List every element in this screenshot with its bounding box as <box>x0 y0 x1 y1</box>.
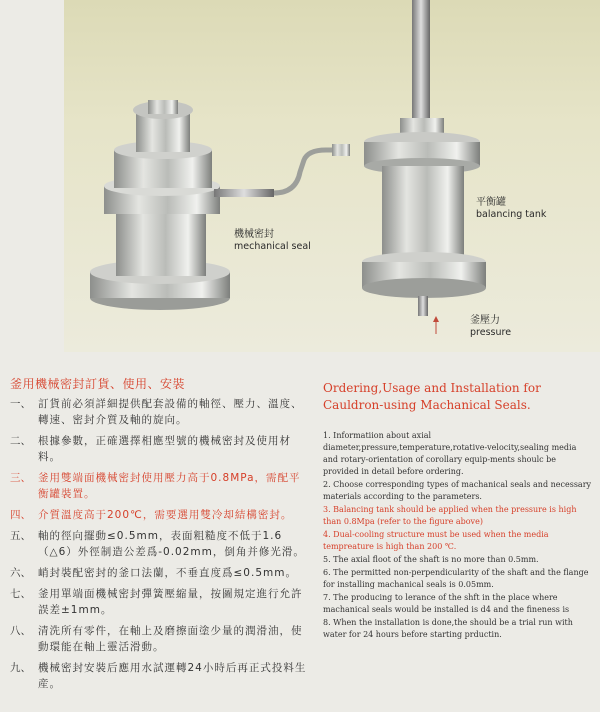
chinese-list-item <box>10 623 310 655</box>
chinese-list-item <box>10 660 310 692</box>
chinese-item-number: 九、 <box>10 662 31 674</box>
chinese-item-text: 清洗所有零件，在軸上及磨擦面塗少量的潤滑油，使動環能在軸上靈活滑動。 <box>38 625 303 653</box>
chinese-item-number: 七、 <box>10 588 31 600</box>
chinese-item-number: 四、 <box>10 509 31 521</box>
mechanical-seal-label-zh: 機械密封 <box>234 229 274 240</box>
chinese-item-text: 軸的徑向擺動≤0.5mm，表面粗糙度不低于1.6（△6）外徑制造公差爲-0.02mm，倒角并修光滑。 <box>38 530 305 558</box>
chinese-item-text: 訂貨前必須詳細提供配套設備的軸徑、壓力、溫度、轉速、密封介質及軸的旋向。 <box>38 398 303 426</box>
chinese-item-number: 二、 <box>10 435 31 447</box>
chinese-item-number: 一、 <box>10 398 31 410</box>
chinese-item-number: 六、 <box>10 567 31 579</box>
english-list <box>323 430 593 641</box>
chinese-list <box>10 396 310 692</box>
mechanical-seal-label <box>234 228 311 253</box>
english-list-item: 1. Informatiion about axial diameter,pressure,temperature,rotative-velocity,sealing media and rotary-orientation of corollary equip-ments shoulc be provided in detail before ordering. <box>323 431 577 476</box>
chinese-item-text: 機械密封安裝后應用水試運轉24小時后再正式投料生産。 <box>38 662 307 690</box>
chinese-item-text: 介質溫度高于200℃，需要選用雙冷却結構密封。 <box>38 509 293 521</box>
product-photo <box>64 0 600 352</box>
chinese-item-text: 釜用單端面機械密封彈簧壓縮量，按圖規定進行允許誤差±1mm。 <box>38 588 303 616</box>
chinese-item-text: 釜用雙端面機械密封使用壓力高于0.8MPa，需配平衡罐裝置。 <box>38 472 301 500</box>
chinese-list-item <box>10 433 310 465</box>
chinese-title: 釜用機械密封訂貨、使用、安裝 <box>10 377 186 391</box>
chinese-item-number: 五、 <box>10 530 31 542</box>
english-list-item: 2. Choose corresponding types of machanical seals and necessary materials according to the parameters. <box>323 480 592 501</box>
english-title: Ordering,Usage and Installation for Cauldron-using Machanical Seals. <box>323 381 541 412</box>
english-list-item: 4. Dual-cooling structure must be used when the media tempreature is high than 200 ℃. <box>323 530 549 551</box>
mechanical-seal-graphic <box>90 100 350 310</box>
chinese-list-item <box>10 470 310 502</box>
pressure-label-en: pressure <box>470 327 512 338</box>
pressure-label <box>470 314 511 339</box>
balancing-tank-label <box>476 196 546 221</box>
balancing-tank-label-zh: 平衡罐 <box>476 197 506 208</box>
english-instructions <box>323 380 593 642</box>
chinese-list-item <box>10 586 310 618</box>
chinese-list-item <box>10 565 310 581</box>
english-list-item: 8. When the installation is done,the should be a trial run with water for 24 hours before starting prductin. <box>323 618 573 639</box>
balancing-tank-label-en: balancing tank <box>476 209 547 220</box>
chinese-list-item <box>10 528 310 560</box>
seal-illustration <box>64 0 600 352</box>
english-list-item: 5. The axial floot of the shaft is no more than 0.5mm. <box>323 555 539 564</box>
english-list-item: 3. Balancing tank should be applied when the pressure is high than 0.8Mpa (refer to the figure above) <box>323 505 577 526</box>
english-list-item: 7. The producing to lerance of the shft in the place where machanical seals would be installed is d4 and the fineness is <box>323 593 570 614</box>
chinese-item-number: 八、 <box>10 625 31 637</box>
chinese-item-text: 峭封裝配密封的釜口法蘭，不垂直度爲≤0.5mm。 <box>38 567 297 579</box>
mechanical-seal-label-en: mechanical seal <box>234 241 311 252</box>
chinese-instructions <box>10 375 310 697</box>
english-list-item: 6. The permitted non-perpendicularity of the shaft and the flange for installing machanical seals is 0.05mm. <box>323 568 589 589</box>
pressure-label-zh: 釜壓力 <box>470 315 500 326</box>
chinese-item-text: 根據參數，正確選擇相應型號的機械密封及使用材料。 <box>38 435 291 463</box>
balancing-tank-graphic <box>362 0 486 334</box>
chinese-list-item <box>10 396 310 428</box>
chinese-item-number: 三、 <box>10 472 31 484</box>
chinese-list-item <box>10 507 310 523</box>
